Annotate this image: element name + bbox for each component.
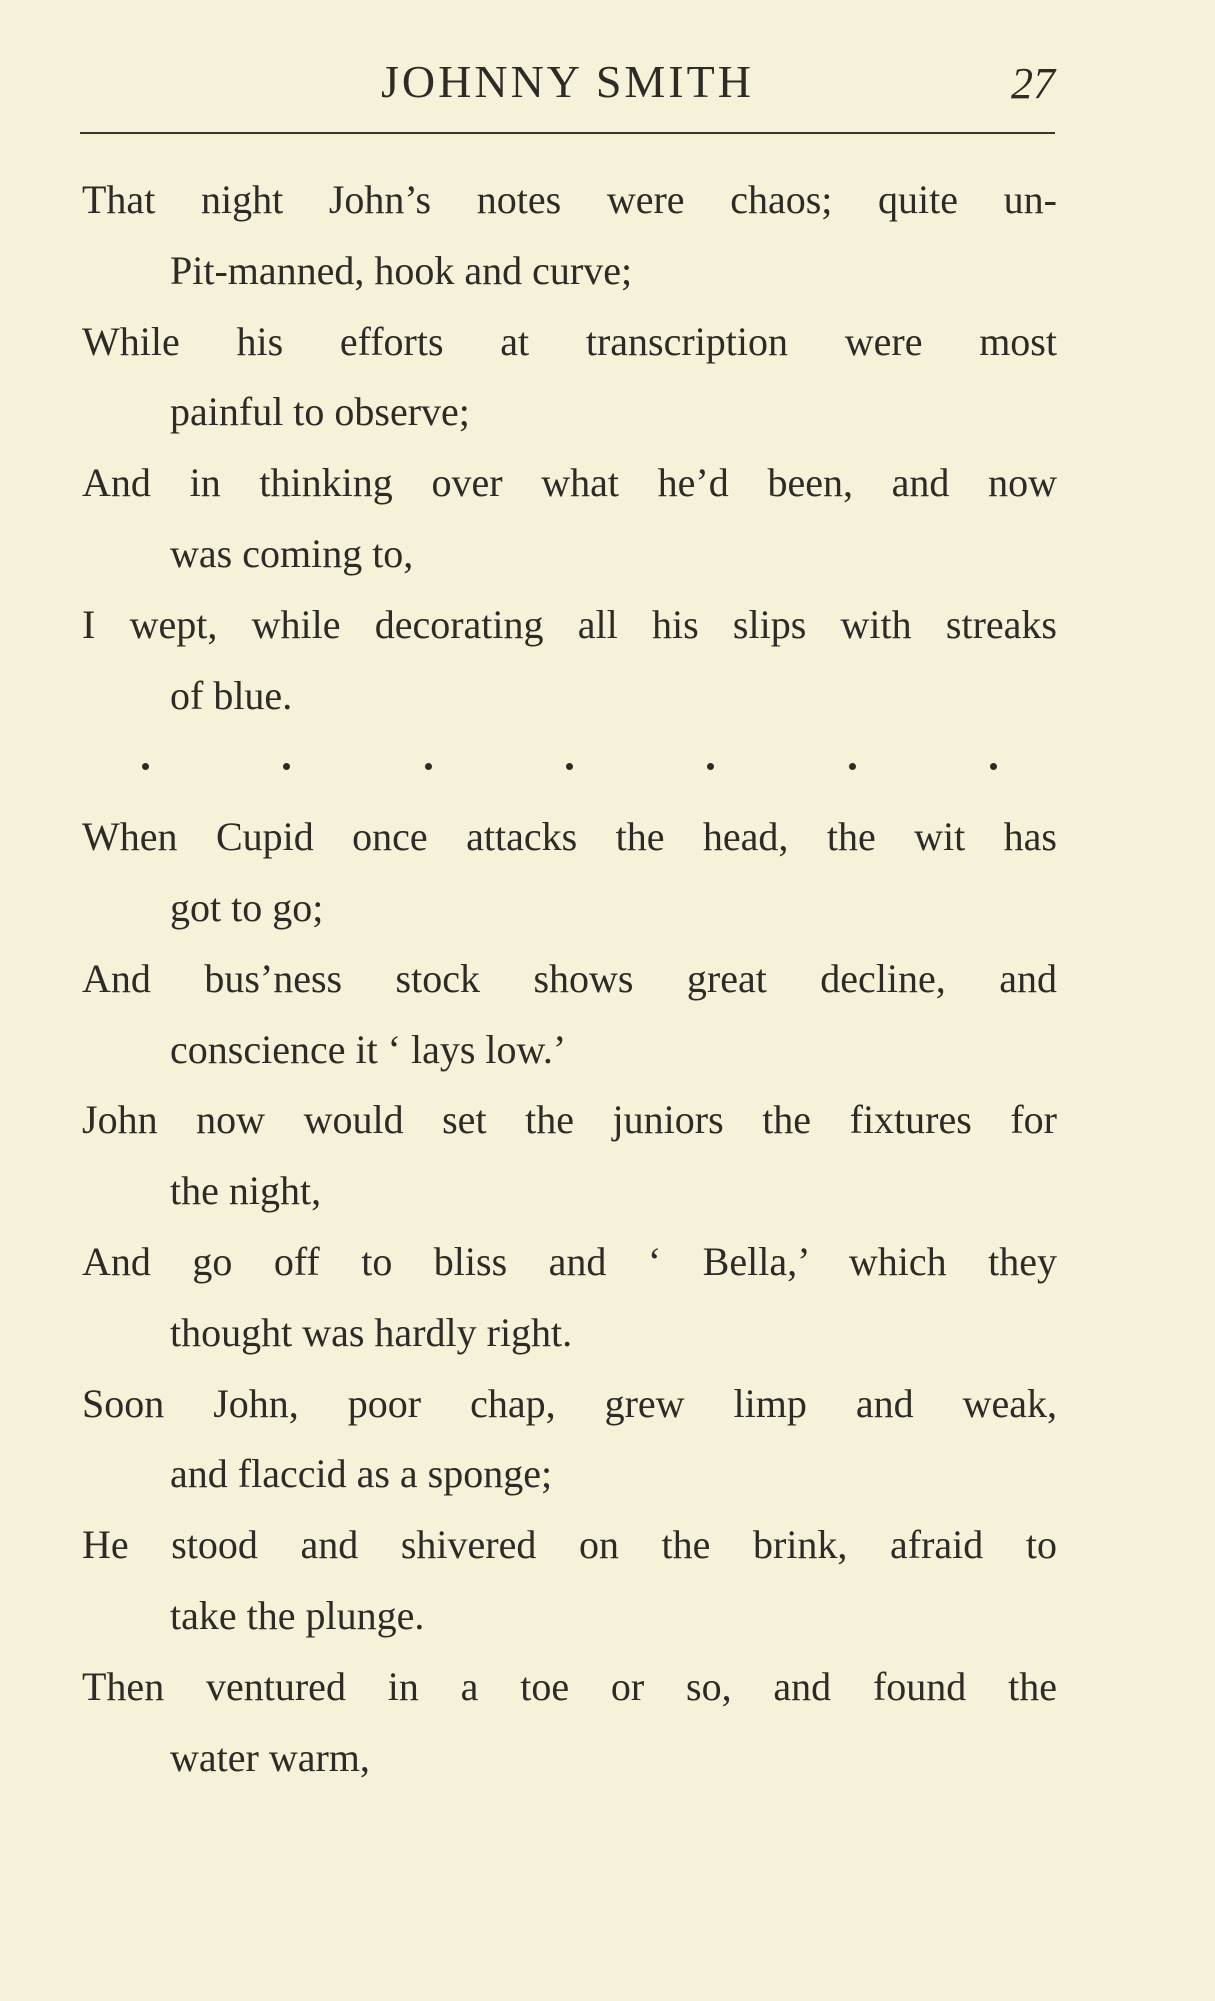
verse-line: When Cupid once attacks the head, the wit has [82,814,1057,860]
section-break [82,731,1057,802]
verse-line: And bus’ness stock shows great decline, and [82,955,1057,1001]
verse-line: John now would set the juniors the fixtures for [82,1097,1057,1143]
section-break-dot [566,763,573,770]
verse-line: That night John’s notes were chaos; quite un- [82,177,1057,222]
header-rule [80,132,1055,134]
verse-line-continuation: take the plunge. [170,1592,425,1638]
verse-line: And go off to bliss and ‘ Bella,’ which they [82,1238,1057,1284]
stanza-2 [82,802,1057,1793]
section-break-dot [707,763,714,770]
verse-line: Soon John, poor chap, grew limp and weak, [82,1380,1057,1426]
verse-line: He stood and shivered on the brink, afraid to [82,1522,1057,1568]
verse-line: I wept, while decorating all his slips with streaks [82,601,1057,647]
running-title: JOHNNY SMITH [381,56,754,107]
verse-line: While his efforts at transcription were most [82,318,1057,364]
page-number: 27 [1011,59,1055,108]
verse-line-continuation: thought was hardly right. [170,1309,573,1355]
verse-line-continuation: conscience it ‘ lays low.’ [170,1026,567,1072]
section-break-dot [283,763,290,770]
verse-line-continuation: water warm, [170,1734,370,1780]
running-head [80,52,1055,112]
section-break-dot [425,763,432,770]
verse-line: Then ventured in a toe or so, and found the [82,1663,1057,1709]
section-break-dot [849,763,856,770]
section-break-dot [142,763,149,770]
verse-line-continuation: got to go; [170,884,324,930]
verse-line-continuation: of blue. [170,672,293,718]
verse-line-continuation: was coming to, [170,530,414,576]
verse-line: And in thinking over what he’d been, and now [82,460,1057,506]
verse-body [82,165,1057,1793]
verse-line-continuation: painful to observe; [170,389,470,435]
verse-line-continuation: and flaccid as a sponge; [170,1451,553,1497]
verse-line-continuation: the night, [170,1168,322,1214]
section-break-dot [990,763,997,770]
verse-line-continuation: Pit-manned, hook and curve; [170,247,633,293]
stanza-1 [82,165,1057,731]
